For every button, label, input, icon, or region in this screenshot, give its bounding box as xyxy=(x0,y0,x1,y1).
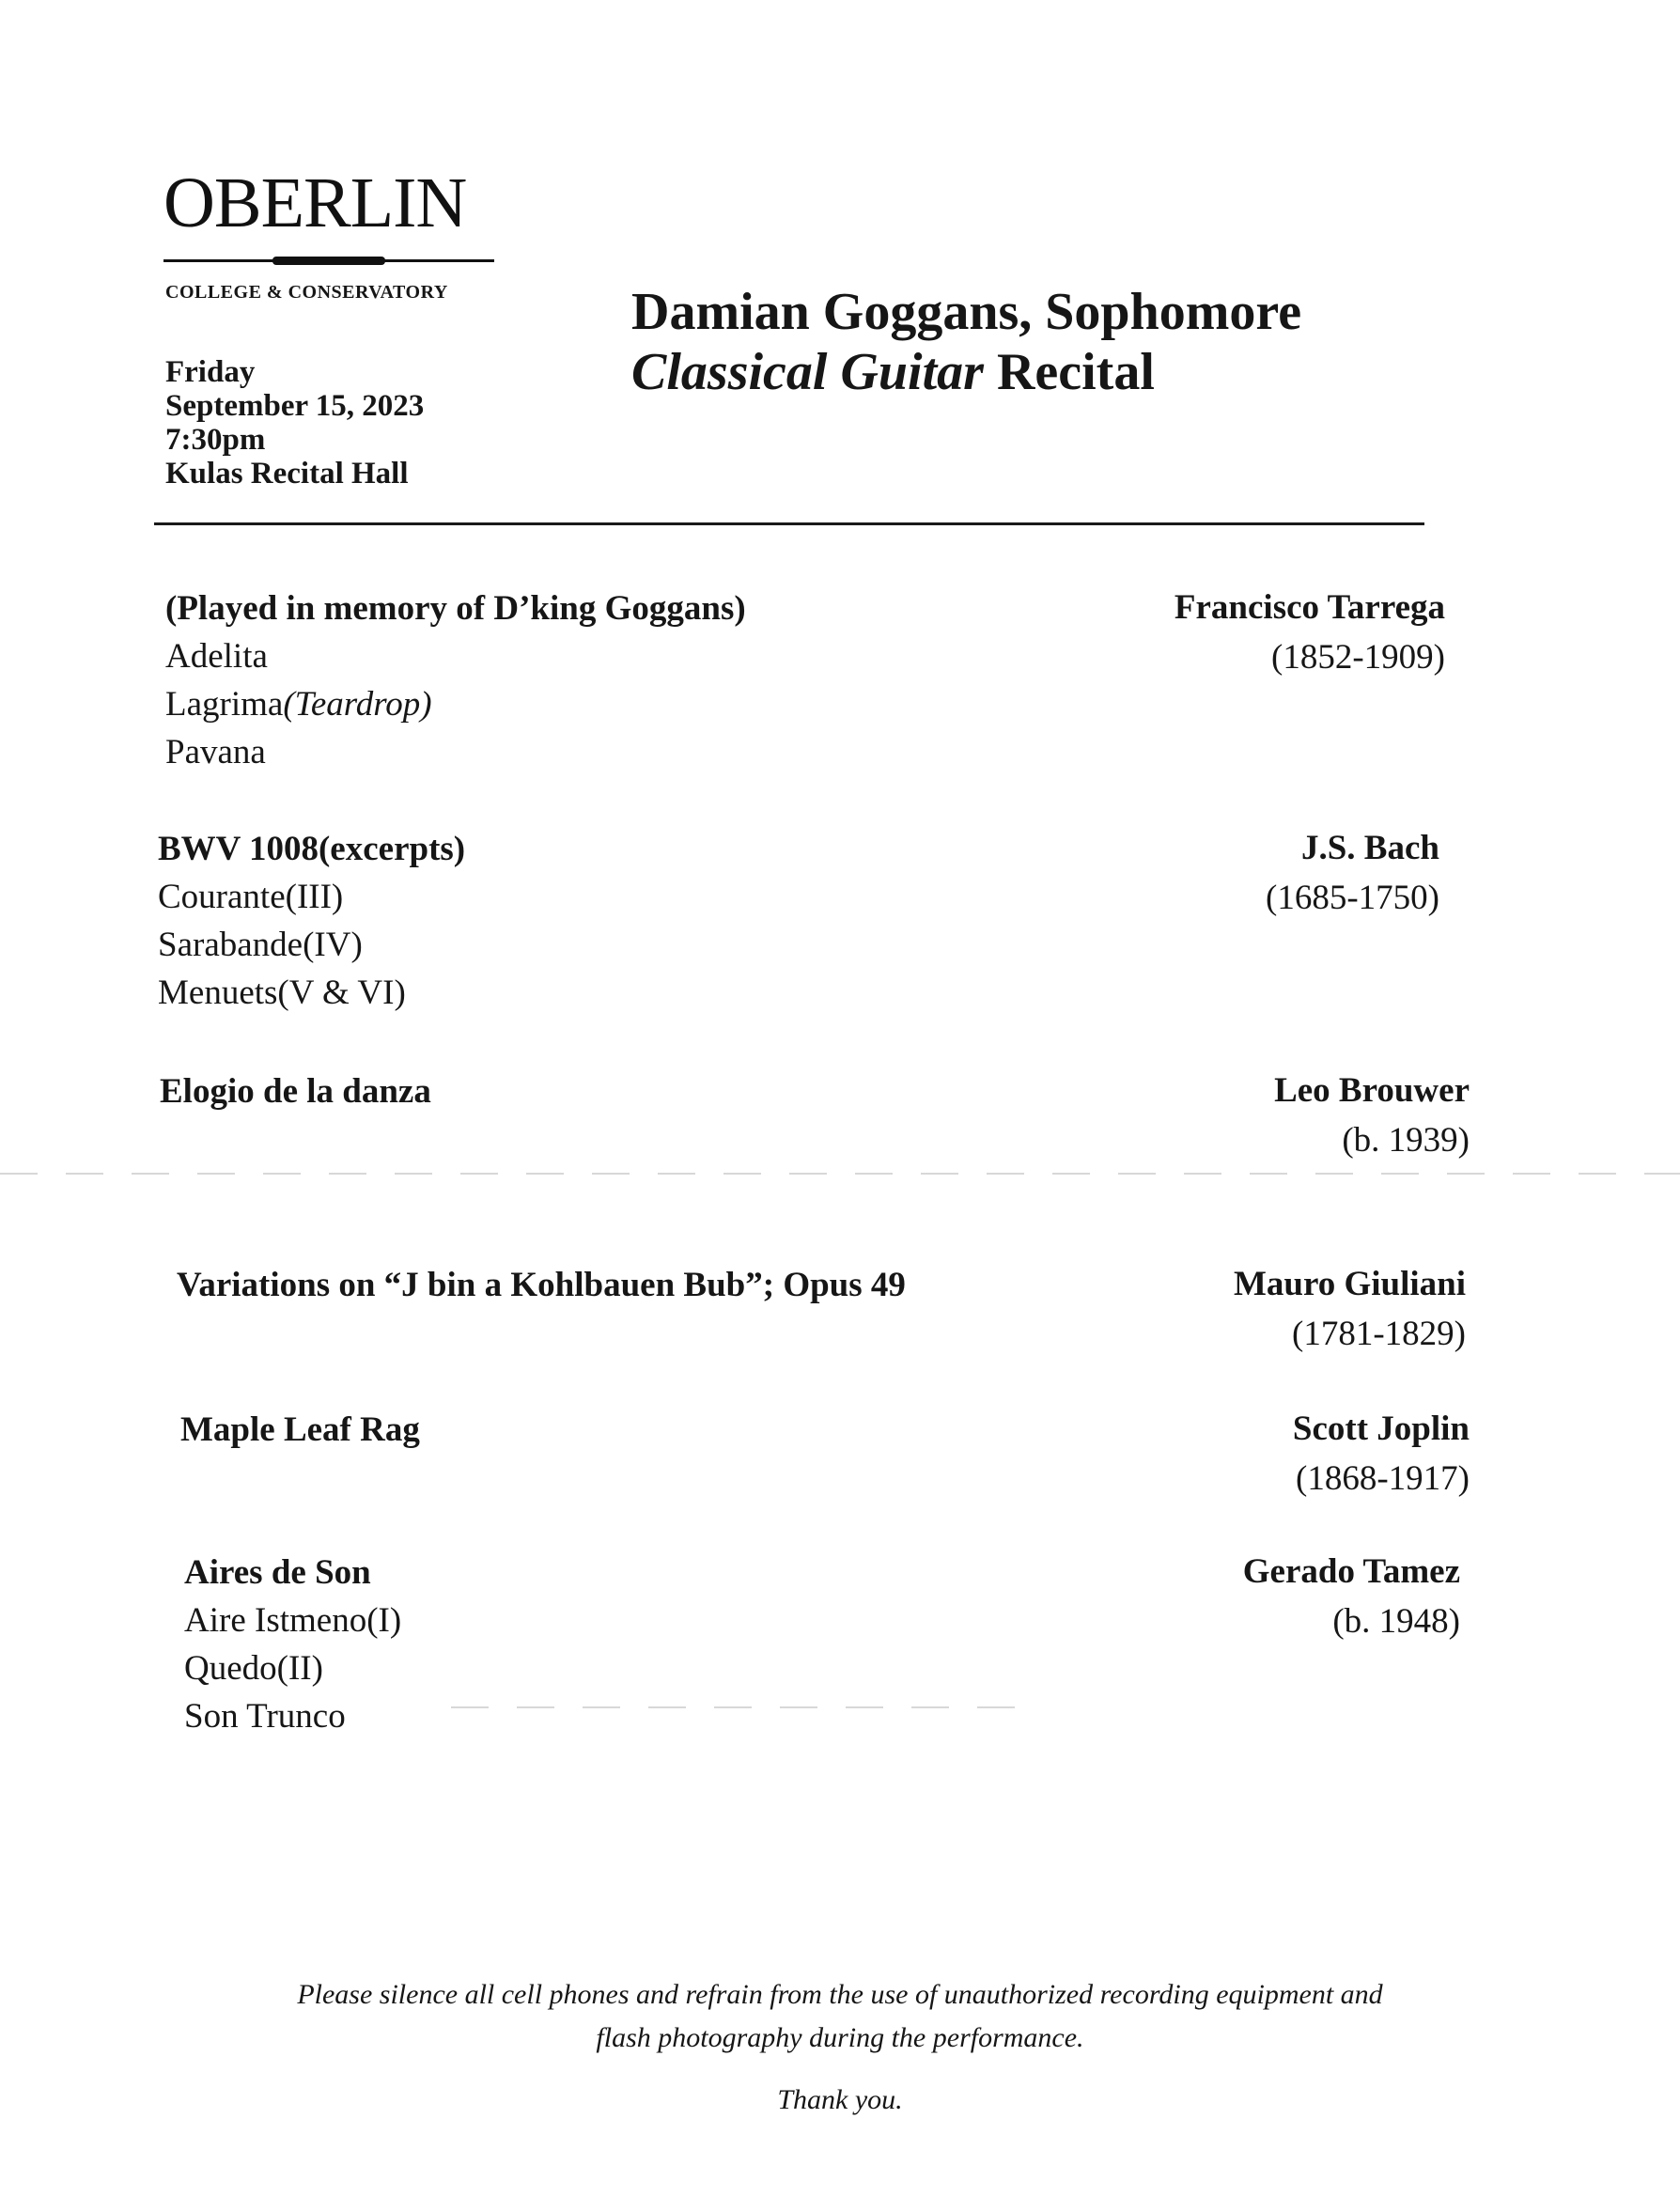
composer-dates: (1685-1750) xyxy=(1266,879,1439,917)
performer-line: Damian Goggans, Sophomore xyxy=(631,283,1302,341)
composer-name: Scott Joplin xyxy=(1292,1410,1470,1448)
recital-instrument: Classical Guitar xyxy=(631,343,984,401)
event-venue: Kulas Recital Hall xyxy=(165,457,409,491)
event-time: 7:30pm xyxy=(165,423,266,457)
piece-heading: Variations on “J bin a Kohlbauen Bub”; Opus 49 xyxy=(177,1266,906,1304)
movement: Courante(III) xyxy=(158,878,344,916)
composer-dates: (b. 1948) xyxy=(1332,1602,1460,1641)
logo-rule-accent xyxy=(272,257,385,265)
composer-brouwer xyxy=(1274,1066,1470,1165)
composer-name: Mauro Giuliani xyxy=(1233,1265,1466,1303)
composer-tarrega xyxy=(1174,583,1445,682)
notice-line: flash photography during the performance. xyxy=(596,2022,1084,2053)
movement: Sarabande(IV) xyxy=(158,926,363,964)
movement: Pavana xyxy=(165,733,266,771)
composer-name: J.S. Bach xyxy=(1300,829,1439,867)
movement-title: Lagrima xyxy=(165,685,284,724)
piece-heading: (Played in memory of D’king Goggans) xyxy=(165,589,746,628)
program-item-tamez xyxy=(184,1549,401,1740)
movement: Son Trunco xyxy=(184,1697,346,1736)
movement: Menuets(V & VI) xyxy=(158,974,406,1012)
composer-dates: (1781-1829) xyxy=(1292,1315,1466,1353)
composer-name: Francisco Tarrega xyxy=(1174,588,1445,627)
program-item-joplin xyxy=(180,1406,420,1454)
piece-heading: Maple Leaf Rag xyxy=(180,1410,420,1449)
composer-giuliani xyxy=(1234,1259,1466,1359)
event-details xyxy=(165,355,424,491)
composer-dates: (1852-1909) xyxy=(1271,638,1445,677)
notice-line: Please silence all cell phones and refrain from the use of unauthorized recording equipment and xyxy=(297,1979,1383,2010)
piece-heading: Elogio de la danza xyxy=(160,1072,431,1111)
movement: Adelita xyxy=(165,637,268,676)
recital-type-line xyxy=(631,342,1301,402)
composer-tamez xyxy=(1243,1547,1460,1646)
thank-you: Thank you. xyxy=(777,2084,903,2115)
scan-fold-line xyxy=(0,1173,1680,1175)
composer-joplin xyxy=(1293,1404,1470,1503)
event-date: September 15, 2023 xyxy=(165,389,425,423)
header-divider xyxy=(154,522,1424,525)
movement: Aire Istmeno(I) xyxy=(184,1601,402,1640)
movement xyxy=(165,680,746,728)
program-item-tarrega xyxy=(165,584,746,776)
recital-title xyxy=(631,282,1301,402)
audience-notice xyxy=(0,1973,1680,2060)
recital-word: Recital xyxy=(983,343,1155,401)
piece-heading: BWV 1008(excerpts) xyxy=(158,830,466,868)
program-item-bach xyxy=(158,825,465,1017)
composer-bach xyxy=(1266,823,1439,923)
scan-fold-line xyxy=(451,1706,1015,1708)
program-item-brouwer xyxy=(160,1067,431,1115)
piece-heading: Aires de Son xyxy=(184,1553,371,1592)
logo-subtitle: COLLEGE & CONSERVATORY xyxy=(165,282,448,303)
program-item-giuliani xyxy=(177,1261,906,1309)
composer-dates: (b. 1939) xyxy=(1342,1121,1470,1160)
composer-name: Gerado Tamez xyxy=(1242,1552,1460,1591)
composer-name: Leo Brouwer xyxy=(1274,1071,1470,1110)
oberlin-logo-wordmark: OBERLIN xyxy=(163,164,467,242)
composer-dates: (1868-1917) xyxy=(1296,1459,1470,1498)
movement: Quedo(II) xyxy=(184,1649,323,1688)
event-day: Friday xyxy=(165,355,256,389)
movement-translation: (Teardrop) xyxy=(283,685,432,724)
